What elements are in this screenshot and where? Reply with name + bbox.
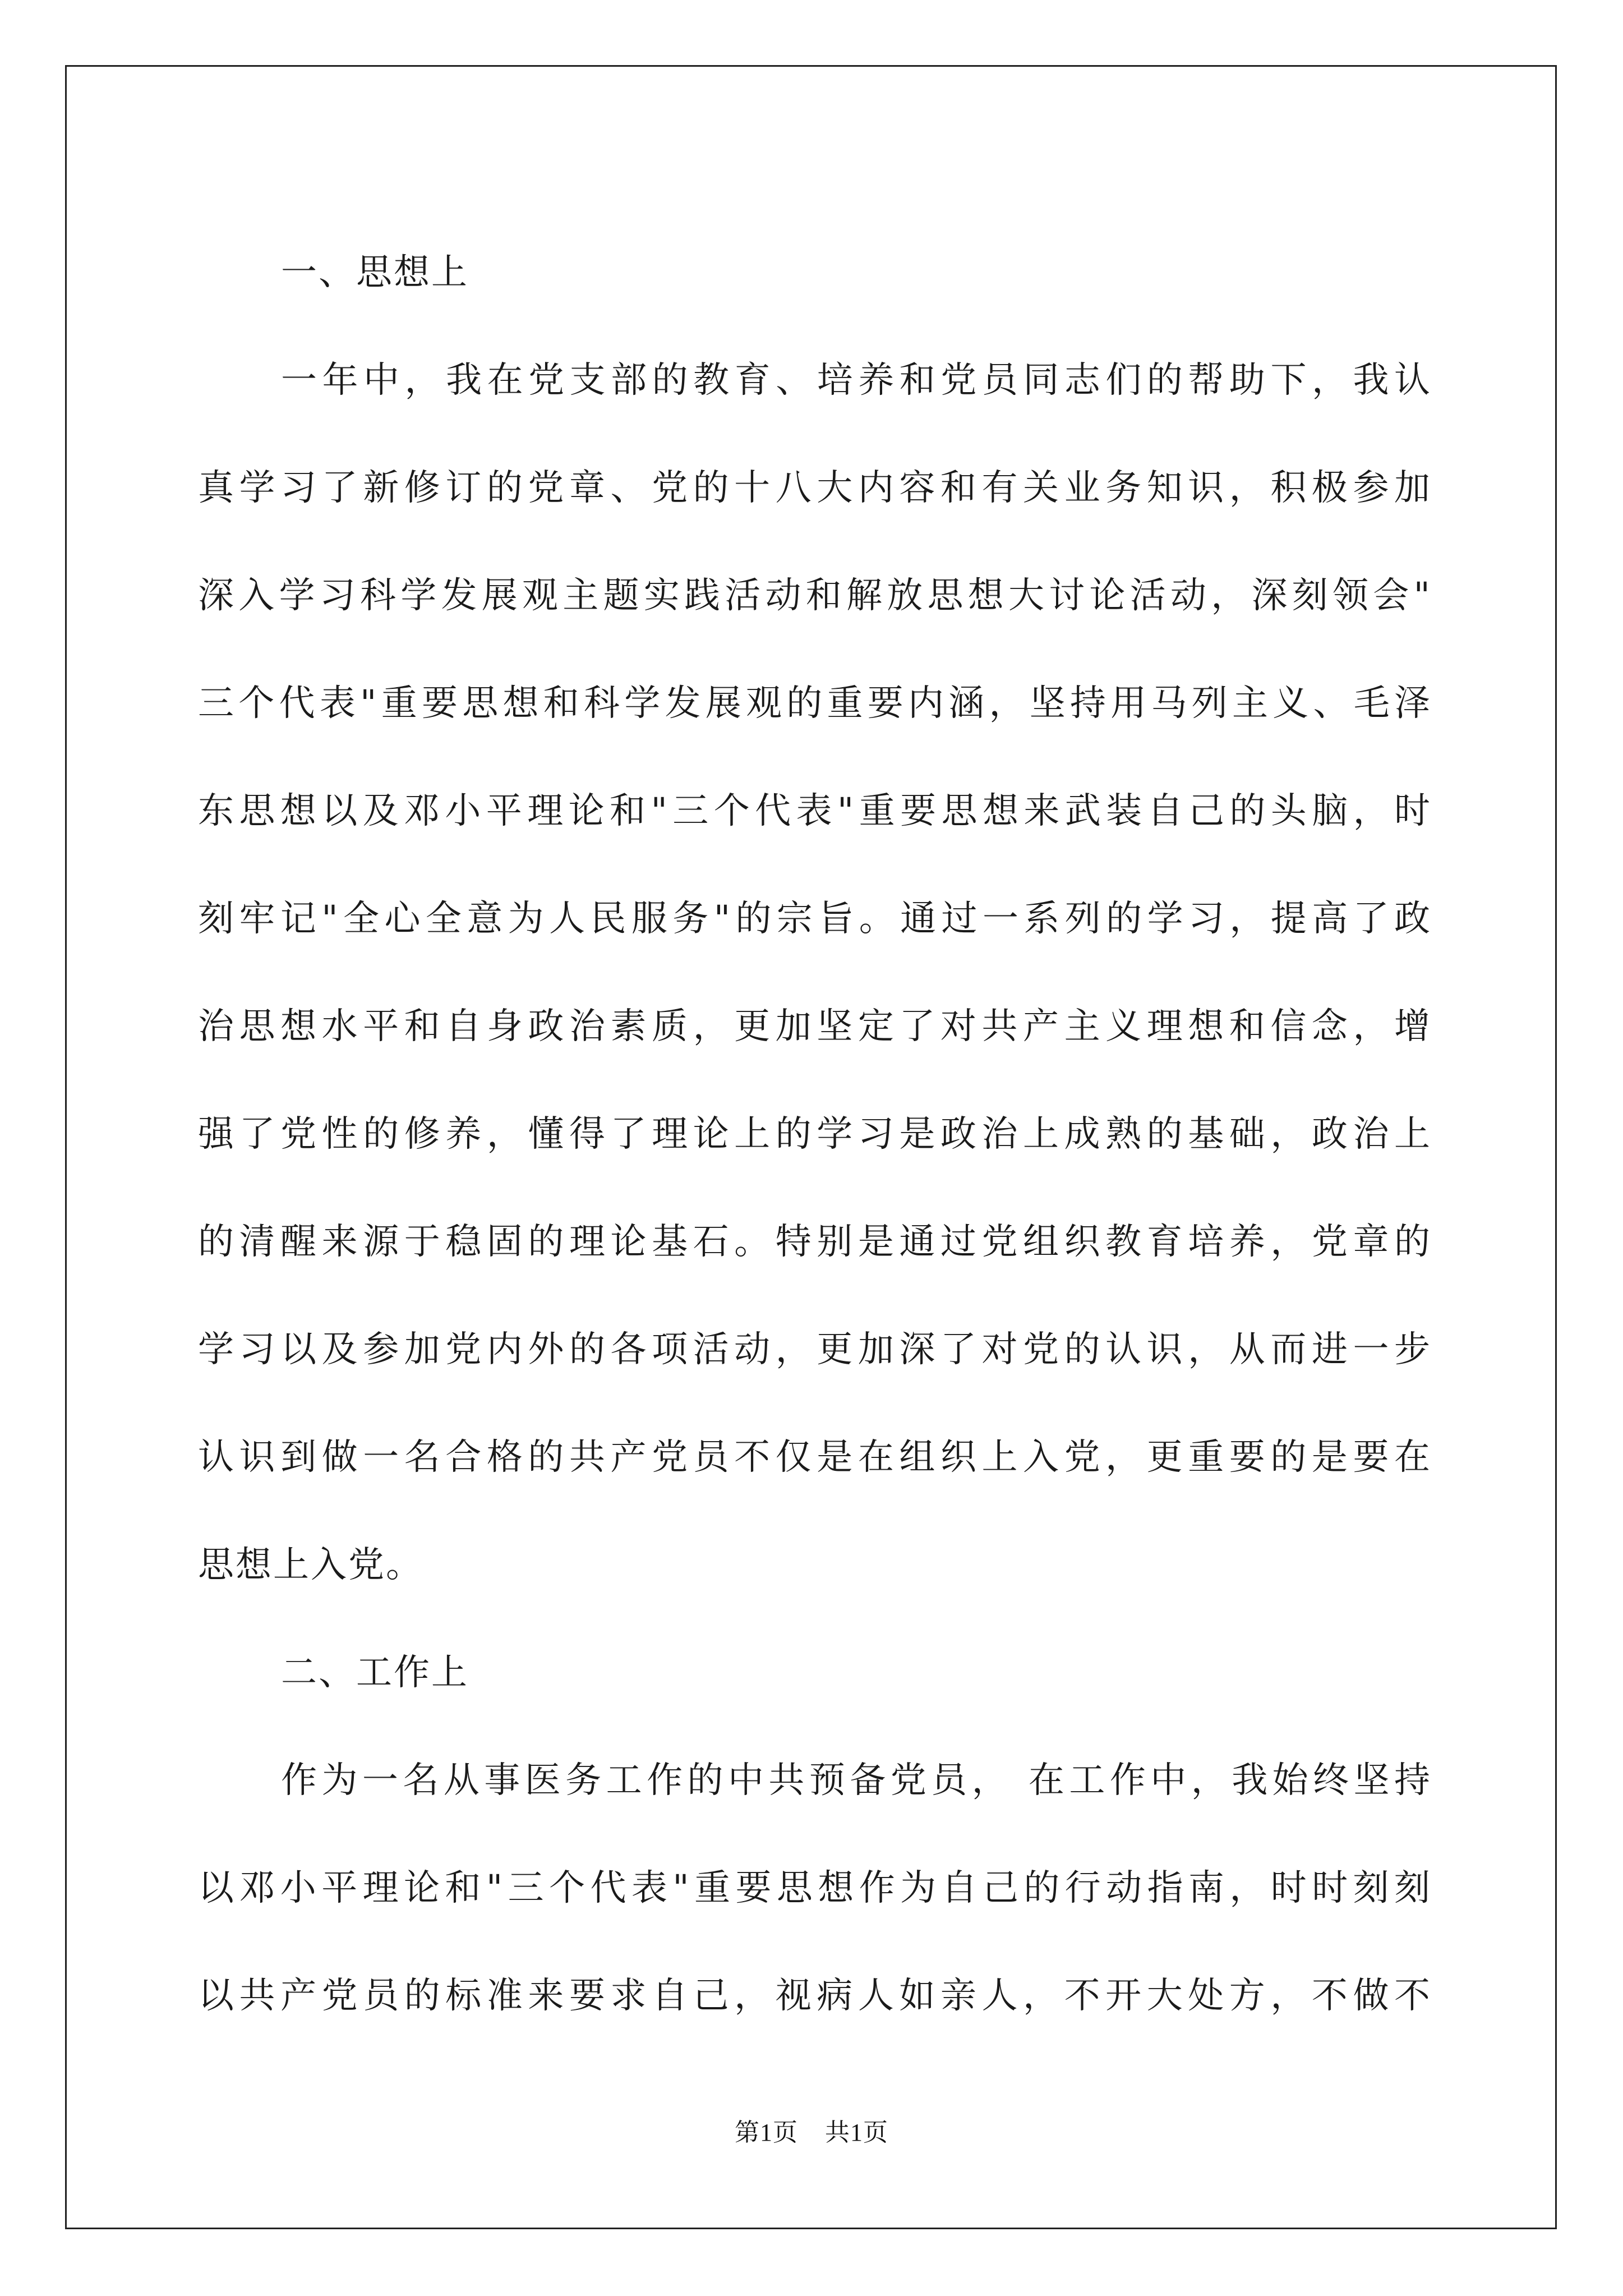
paragraph-line: 东思想以及邓小平理论和"三个代表"重要思想来武装自己的头脑，时 <box>198 790 1432 832</box>
section-heading-work: 二、工作上 <box>281 1652 469 1694</box>
paragraph-line: 强了党性的修养，懂得了理论上的学习是政治上成熟的基础，政治上 <box>198 1114 1432 1155</box>
page-total: 共1页 <box>825 2119 888 2146</box>
paragraph-line: 学习以及参加党内外的各项活动，更加深了对党的认识，从而进一步 <box>198 1329 1432 1370</box>
paragraph-line: 的清醒来源于稳固的理论基石。特别是通过党组织教育培养，党章的 <box>198 1221 1432 1263</box>
paragraph-line: 作为一名从事医务工作的中共预备党员， 在工作中，我始终坚持 <box>281 1760 1432 1801</box>
page-footer <box>0 2112 1623 2148</box>
paragraph-line: 治思想水平和自身政治素质，更加坚定了对共产主义理想和信念，增 <box>198 1006 1432 1047</box>
page-number: 第1页 <box>735 2119 798 2146</box>
paragraph-line: 以共产党员的标准来要求自己，视病人如亲人，不开大处方，不做不 <box>198 1975 1432 2017</box>
document-body <box>198 219 1432 2050</box>
paragraph-line: 深入学习科学发展观主题实践活动和解放思想大讨论活动，深刻领会" <box>198 575 1432 616</box>
paragraph-line: 思想上入党。 <box>198 1544 423 1586</box>
paragraph-line: 三个代表"重要思想和科学发展观的重要内涵，坚持用马列主义、毛泽 <box>198 683 1432 724</box>
paragraph-line: 刻牢记"全心全意为人民服务"的宗旨。通过一系列的学习，提高了政 <box>198 898 1432 940</box>
paragraph-line: 认识到做一名合格的共产党员不仅是在组织上入党，更重要的是要在 <box>198 1437 1432 1478</box>
paragraph-line: 真学习了新修订的党章、党的十八大内容和有关业务知识，积极参加 <box>198 467 1432 509</box>
paragraph-line: 以邓小平理论和"三个代表"重要思想作为自己的行动指南，时时刻刻 <box>198 1867 1432 1909</box>
paragraph-line: 一年中，我在党支部的教育、培养和党员同志们的帮助下，我认 <box>281 360 1432 401</box>
section-heading-thought: 一、思想上 <box>281 252 469 293</box>
